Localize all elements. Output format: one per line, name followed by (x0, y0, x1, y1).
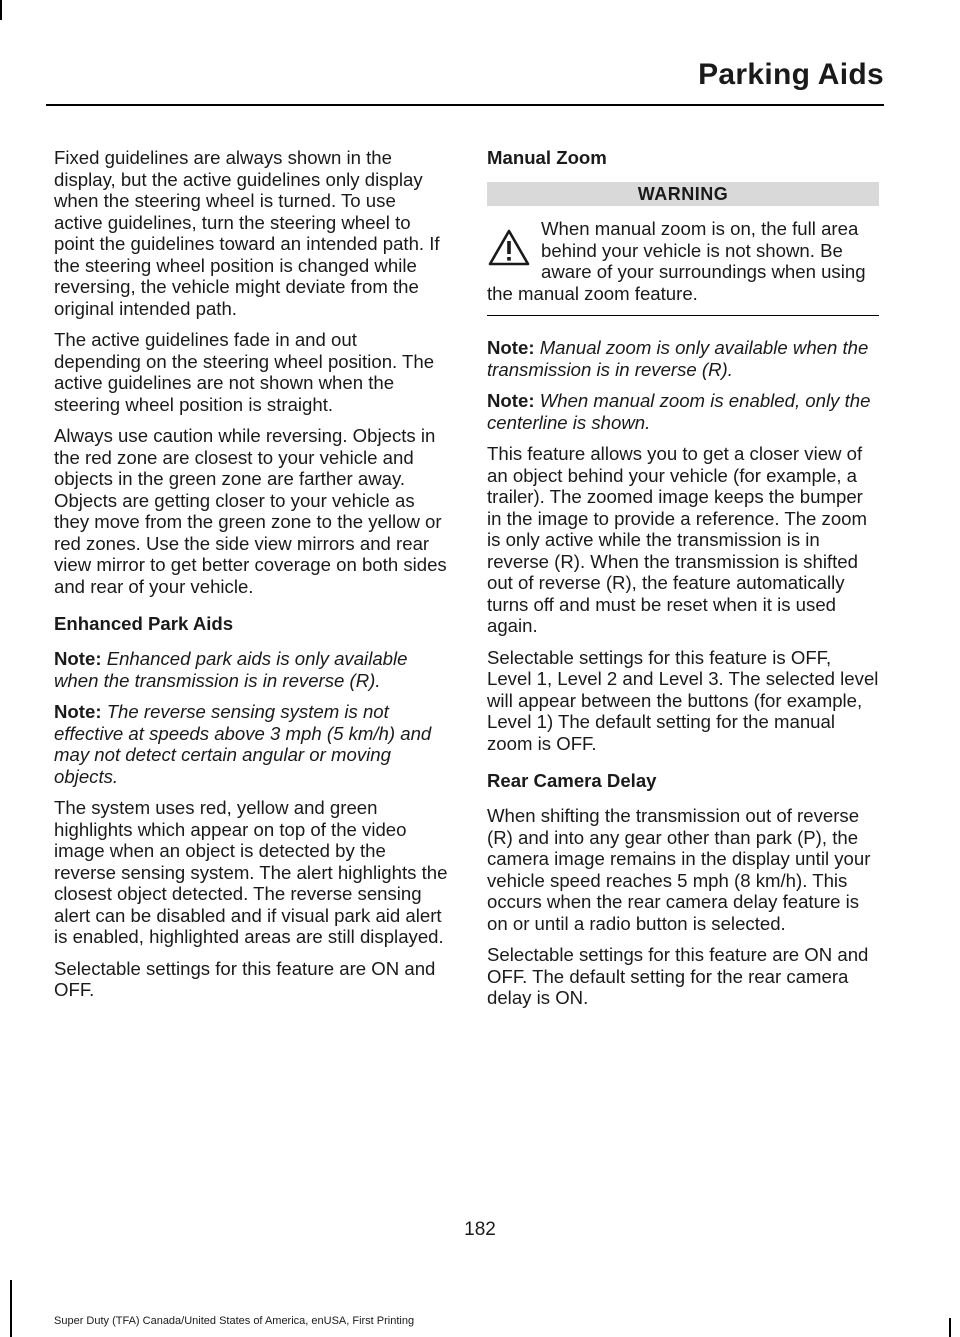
page-number: 182 (464, 1219, 496, 1240)
note-label: Note: (54, 648, 102, 669)
paragraph: This feature allows you to get a closer view of an object behind your vehicle (for example, a trailer). The zoomed image keeps the bumper in the image to provide a reference. The zoom is only active while the transmission is in reverse (R). When the transmission is shifted out of reverse (R), the feature automatically turns off and must be reset when it is used again. (487, 443, 868, 636)
note-text: Enhanced park aids is only available when the transmission is in reverse (R). (54, 648, 408, 691)
section-heading-rear-camera-delay: Rear Camera Delay (487, 770, 657, 791)
footer-edition: Super Duty (TFA) Canada/United States of America, enUSA, First Printing (54, 1315, 415, 1327)
paragraph: Fixed guidelines are always shown in the display, but the active guidelines only display when the steering wheel is turned. To use active guidelines, turn the steering wheel to point the guidelines toward an intended path. If the steering wheel position is changed while reversing, the vehicle might deviate from the original intended path. (54, 147, 440, 319)
paragraph: The system uses red, yellow and green highlights which appear on top of the video image when an object is detected by the reverse sensing system. The alert highlights the closest object detected. The reverse sensing alert can be disabled and if visual park aid alert is enabled, highlighted areas are still displayed. (54, 797, 448, 947)
warning-box (487, 218, 879, 304)
paragraph: Selectable settings for this feature are ON and OFF. The default setting for the rear camera delay is ON. (487, 944, 869, 1008)
note-label: Note: (487, 390, 535, 411)
warning-triangle-icon (487, 228, 531, 268)
paragraph: When shifting the transmission out of reverse (R) and into any gear other than park (P), the camera image remains in the display until your vehicle speed reaches 5 mph (8 km/h). This occurs when the rear camera delay feature is on or until a radio button is selected. (487, 805, 871, 934)
paragraph: The active guidelines fade in and out depending on the steering wheel position. The active guidelines are not shown when the steering wheel position is straight. (54, 329, 435, 415)
warning-label: WARNING (487, 182, 879, 206)
crop-mark-top-left (0, 0, 2, 20)
right-column (487, 147, 879, 1019)
note (487, 390, 879, 433)
header-divider (46, 104, 884, 106)
note (54, 701, 448, 787)
paragraph: Selectable settings for this feature are ON and OFF. (54, 957, 436, 1000)
crop-mark-bottom-right (949, 1318, 951, 1337)
warning-text: When manual zoom is on, the full area behind your vehicle is not shown. Be aware of your surroundings when using the manual zoom feature. (487, 218, 866, 304)
paragraph: Selectable settings for this feature is OFF, Level 1, Level 2 and Level 3. The selected level will appear between the buttons (for example, Level 1) The default setting for the manual zoom is OFF. (487, 646, 879, 754)
note-text: The reverse sensing system is not effective at speeds above 3 mph (5 km/h) and may not detect certain angular or moving objects. (54, 701, 432, 787)
note-text: Manual zoom is only available when the transmission is in reverse (R). (487, 337, 869, 380)
paragraph: Always use caution while reversing. Objects in the red zone are closest to your vehicle and objects in the green zone are farther away. Objects are getting closer to your vehicle as they move from the green zone to the yellow or red zones. Use the side view mirrors and rear view mirror to get better coverage on both sides and rear of your vehicle. (54, 425, 447, 597)
warning-divider (487, 315, 879, 316)
note-label: Note: (54, 701, 102, 722)
section-heading-enhanced-park-aids: Enhanced Park Aids (54, 613, 234, 634)
left-column (54, 147, 448, 1011)
note (487, 337, 879, 380)
section-heading-manual-zoom: Manual Zoom (487, 147, 607, 168)
page-title: Parking Aids (698, 58, 884, 91)
crop-mark-bottom-left (10, 1280, 12, 1337)
note-text: When manual zoom is enabled, only the centerline is shown. (487, 390, 871, 433)
note-label: Note: (487, 337, 535, 358)
note (54, 648, 448, 691)
